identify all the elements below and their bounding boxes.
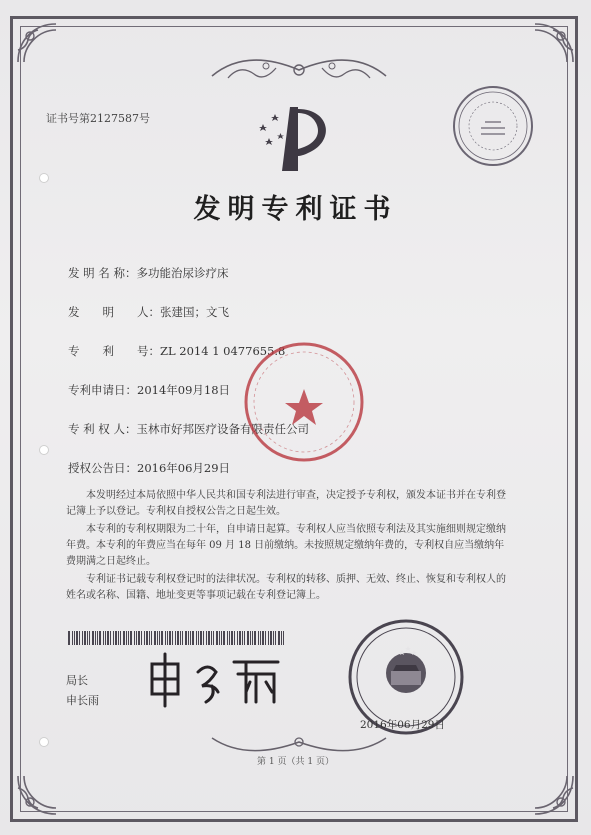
punch-hole [40, 738, 48, 746]
patent-office-seal-top [451, 84, 535, 168]
invention-name-value: 多功能治尿诊疗床 [136, 266, 229, 280]
filing-date-label: 专利申请日： [68, 383, 137, 397]
director-title: 局长 [66, 674, 88, 687]
top-scroll-ornament [206, 52, 392, 86]
grant-date-field [68, 460, 230, 476]
inventor-field [68, 304, 229, 320]
filing-date-value: 2014年09月18日 [137, 383, 231, 397]
inventor-label: 发 明 人： [68, 305, 160, 319]
director-signature [142, 652, 292, 708]
body-paragraph: 本发明经过本局依照中华人民共和国专利法进行审查，决定授予专利权，颁发本证书并在专利登记簿上予以登记。专利权自授权公告之日起生效。 [66, 490, 506, 517]
corner-ornament-bottom-left [14, 772, 60, 818]
corner-ornament-top-left [14, 20, 60, 66]
corner-ornament-bottom-right [531, 772, 577, 818]
grant-date-value: 2016年06月29日 [137, 461, 231, 475]
punch-hole [40, 174, 48, 182]
company-red-seal [239, 337, 369, 467]
body-paragraph: 专利证书记载专利权登记时的法律状况。专利权的转移、质押、无效、终止、恢复和专利权人的姓名或名称、国籍、地址变更等事项记载在专利登记簿上。 [66, 574, 506, 601]
barcode [68, 631, 286, 645]
patent-number-label: 专 利 号： [68, 344, 160, 358]
page-number: 第 1 页（共 1 页） [257, 757, 334, 767]
grant-date-label: 授权公告日： [68, 461, 137, 475]
certificate-number: 证书号第2127587号 [46, 112, 150, 125]
body-paragraph: 本专利的专利权期限为二十年，自申请日起算。专利权人应当依照专利法及其实施细则规定缴纳年费。本专利的年费应当在每年 09 月 18 日前缴纳。未按照规定缴纳年费的，专利权自应当缴纳年费期满之日起终止。 [66, 524, 506, 567]
certificate-title: 发明专利证书 [193, 194, 398, 225]
patent-number-value: ZL 2014 1 0477655.8 [160, 344, 286, 358]
issue-date: 2016年06月29日 [360, 719, 445, 731]
punch-hole [40, 446, 48, 454]
inventor-value: 张建国；文飞 [160, 305, 229, 319]
patentee-label: 专 利 权 人： [68, 422, 137, 436]
patentee-value: 玉林市好邦医疗设备有限责任公司 [136, 422, 309, 436]
director-name: 申长雨 [66, 694, 99, 707]
invention-name-label: 发 明 名 称： [68, 266, 137, 280]
patent-office-emblem [246, 101, 338, 173]
invention-name-field [68, 265, 228, 281]
corner-ornament-top-right [531, 20, 577, 66]
filing-date-field [68, 382, 230, 398]
